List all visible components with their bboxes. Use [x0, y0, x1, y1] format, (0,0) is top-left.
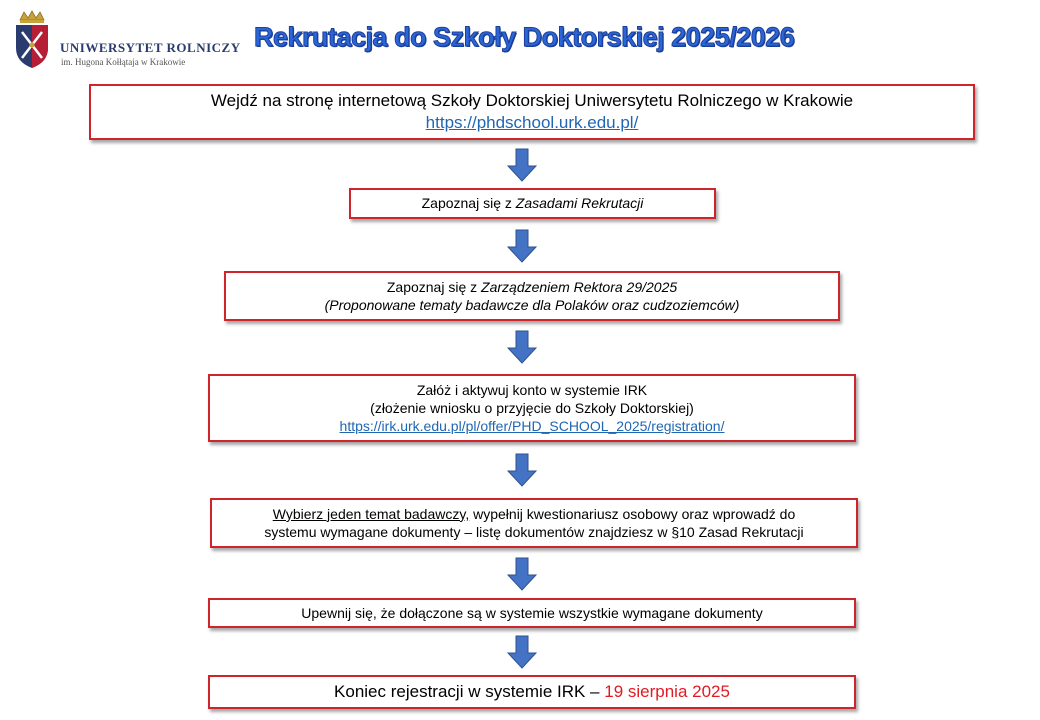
- university-subtitle: im. Hugona Kołłątaja w Krakowie: [61, 57, 186, 67]
- step-note: (złożenie wniosku o przyjęcie do Szkoły Doktorskiej): [370, 399, 694, 416]
- regulation-name: Zarządzeniem Rektora 29/2025: [481, 278, 678, 295]
- step-read-regulation: [224, 271, 840, 321]
- university-crest-icon: [12, 10, 52, 70]
- step-text: Upewnij się, że dołączone są w systemie wszystkie wymagane dokumenty: [301, 604, 763, 621]
- down-arrow-icon: [507, 635, 537, 669]
- step-text: Zapoznaj się z: [386, 278, 482, 295]
- down-arrow-icon: [507, 557, 537, 591]
- rules-doc-name: Zasadami Rekrutacji: [515, 195, 644, 212]
- step-read-rules: [349, 188, 716, 219]
- phdschool-link[interactable]: https://phdschool.urk.edu.pl/: [425, 113, 639, 132]
- down-arrow-icon: [507, 330, 537, 364]
- down-arrow-icon: [507, 229, 537, 263]
- step-text: Zapoznaj się z: [421, 195, 516, 212]
- step-text-line2: systemu wymagane dokumenty – listę dokumentów znajdziesz w §10 Zasad Rekrutacji: [264, 524, 804, 540]
- step-text: wypełnij kwestionariusz osobowy oraz wprowadź do: [469, 505, 796, 522]
- down-arrow-icon: [507, 453, 537, 487]
- step-text: Wejdź na stronę internetową Szkoły Doktorskiej Uniwersytetu Rolniczego w Krakowie: [210, 90, 854, 110]
- university-logo: [12, 10, 252, 70]
- step-text: Załóż i aktywuj konto w systemie IRK: [416, 381, 648, 398]
- research-topics-note: (Proponowane tematy badawcze dla Polaków oraz cudzoziemców): [324, 297, 740, 313]
- deadline-date: 19 sierpnia 2025: [604, 681, 730, 701]
- step-text: Koniec rejestracji w systemie IRK –: [334, 681, 605, 701]
- choose-topic-text: Wybierz jeden temat badawczy,: [272, 505, 470, 522]
- step-verify-documents: [208, 598, 856, 628]
- step-visit-website: [89, 84, 975, 140]
- step-create-account: [208, 374, 856, 442]
- irk-registration-link[interactable]: https://irk.urk.edu.pl/pl/offer/PHD_SCHOOL_2025/registration/: [339, 418, 725, 435]
- down-arrow-icon: [507, 148, 537, 182]
- step-registration-deadline: [208, 675, 856, 709]
- university-name: UNIWERSYTET ROLNICZY: [60, 40, 241, 55]
- page-title: Rekrutacja do Szkoły Doktorskiej 2025/2026: [254, 22, 795, 52]
- step-choose-topic: [210, 498, 858, 548]
